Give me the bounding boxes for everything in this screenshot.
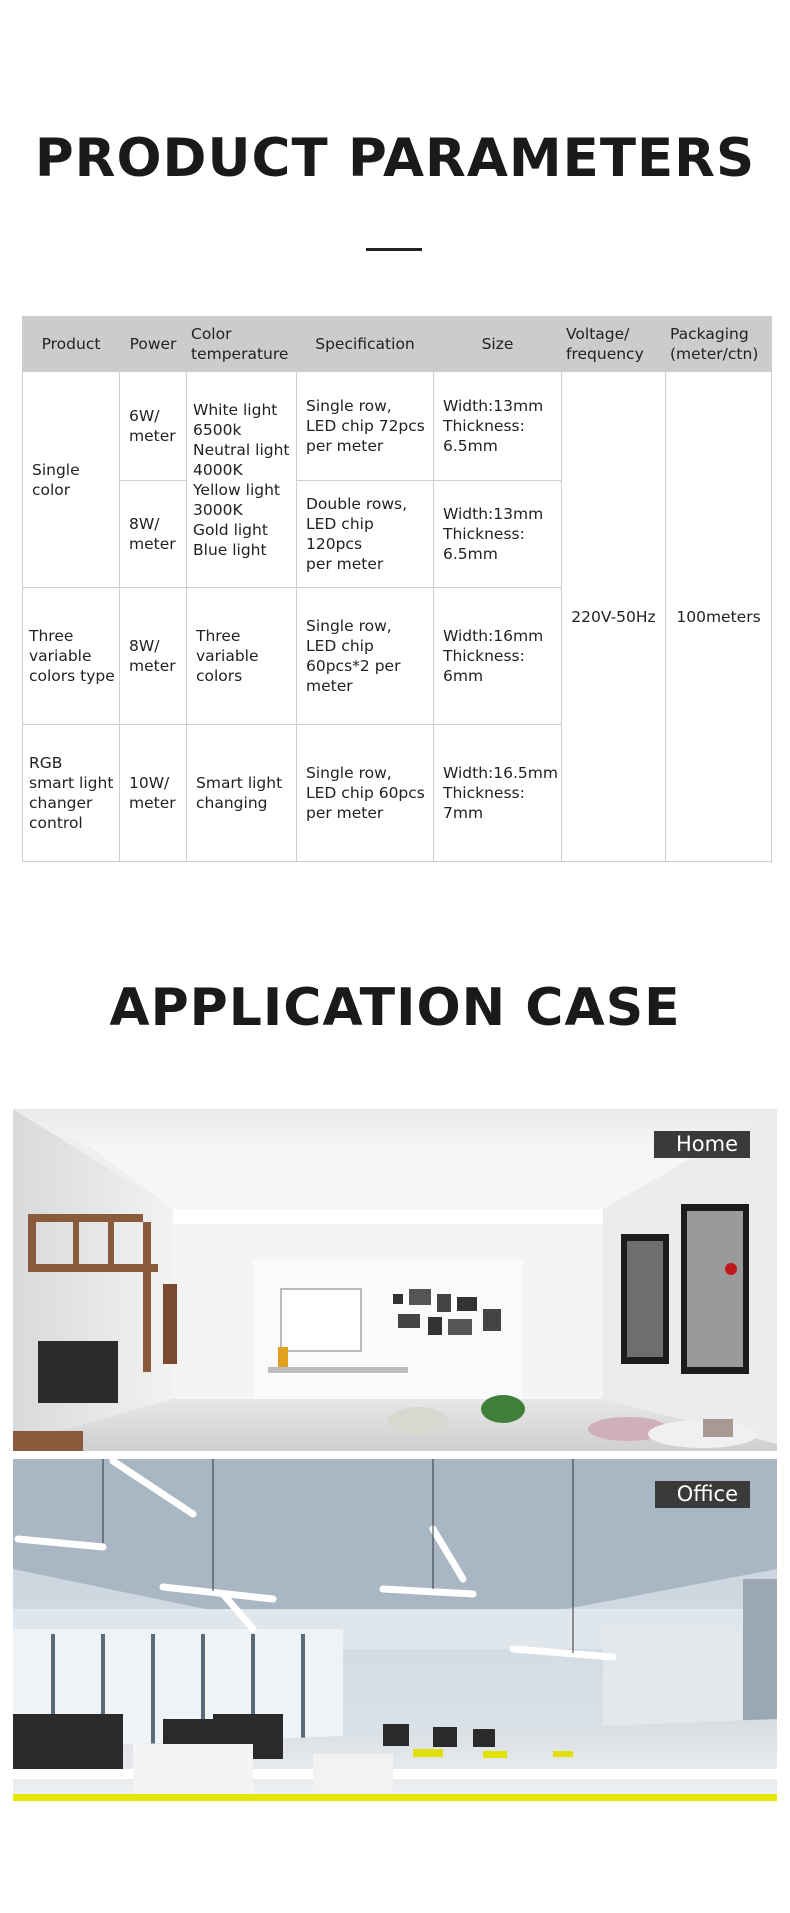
cell-color: Smart light changing bbox=[187, 725, 297, 862]
header-color-temperature: Color temperature bbox=[187, 317, 297, 372]
cell-power: 6W/ meter bbox=[120, 372, 187, 481]
cell-size: Width:13mm Thickness: 6.5mm bbox=[434, 372, 562, 481]
cell-size: Width:16.5mm Thickness: 7mm bbox=[434, 725, 562, 862]
header-size: Size bbox=[434, 317, 562, 372]
office-case-image bbox=[13, 1459, 777, 1801]
cell-spec: Single row, LED chip 72pcs per meter bbox=[297, 372, 434, 481]
header-product: Product bbox=[23, 317, 120, 372]
cell-size: Width:13mm Thickness: 6.5mm bbox=[434, 481, 562, 588]
home-case-label: Home bbox=[654, 1131, 750, 1158]
header-packaging: Packaging (meter/ctn) bbox=[666, 317, 772, 372]
cell-product: Three variable colors type bbox=[23, 588, 120, 725]
cell-color: White light 6500k Neutral light 4000K Yellow light 3000K Gold light Blue light bbox=[187, 372, 297, 588]
home-illustration bbox=[13, 1109, 777, 1451]
cell-size: Width:16mm Thickness: 6mm bbox=[434, 588, 562, 725]
application-case-title: APPLICATION CASE bbox=[109, 978, 681, 1038]
cell-packaging: 100meters bbox=[666, 372, 772, 862]
cell-power: 10W/ meter bbox=[120, 725, 187, 862]
header-power: Power bbox=[120, 317, 187, 372]
table-row bbox=[23, 372, 772, 481]
cell-product: Single color bbox=[23, 372, 120, 588]
cell-product: RGB smart light changer control bbox=[23, 725, 120, 862]
cell-color: Three variable colors bbox=[187, 588, 297, 725]
cell-power: 8W/ meter bbox=[120, 588, 187, 725]
office-case-label: Office bbox=[655, 1481, 750, 1508]
cell-voltage: 220V-50Hz bbox=[562, 372, 666, 862]
cell-spec: Single row, LED chip 60pcs per meter bbox=[297, 725, 434, 862]
cell-spec: Double rows, LED chip 120pcs per meter bbox=[297, 481, 434, 588]
home-case-image bbox=[13, 1109, 777, 1451]
header-specification: Specification bbox=[297, 317, 434, 372]
cell-power: 8W/ meter bbox=[120, 481, 187, 588]
office-illustration bbox=[13, 1459, 777, 1801]
product-parameters-title: PRODUCT PARAMETERS bbox=[34, 128, 756, 189]
table-header-row bbox=[23, 317, 772, 372]
cell-spec: Single row, LED chip 60pcs*2 per meter bbox=[297, 588, 434, 725]
title-divider bbox=[366, 248, 422, 251]
parameters-table bbox=[22, 316, 772, 862]
header-voltage: Voltage/ frequency bbox=[562, 317, 666, 372]
